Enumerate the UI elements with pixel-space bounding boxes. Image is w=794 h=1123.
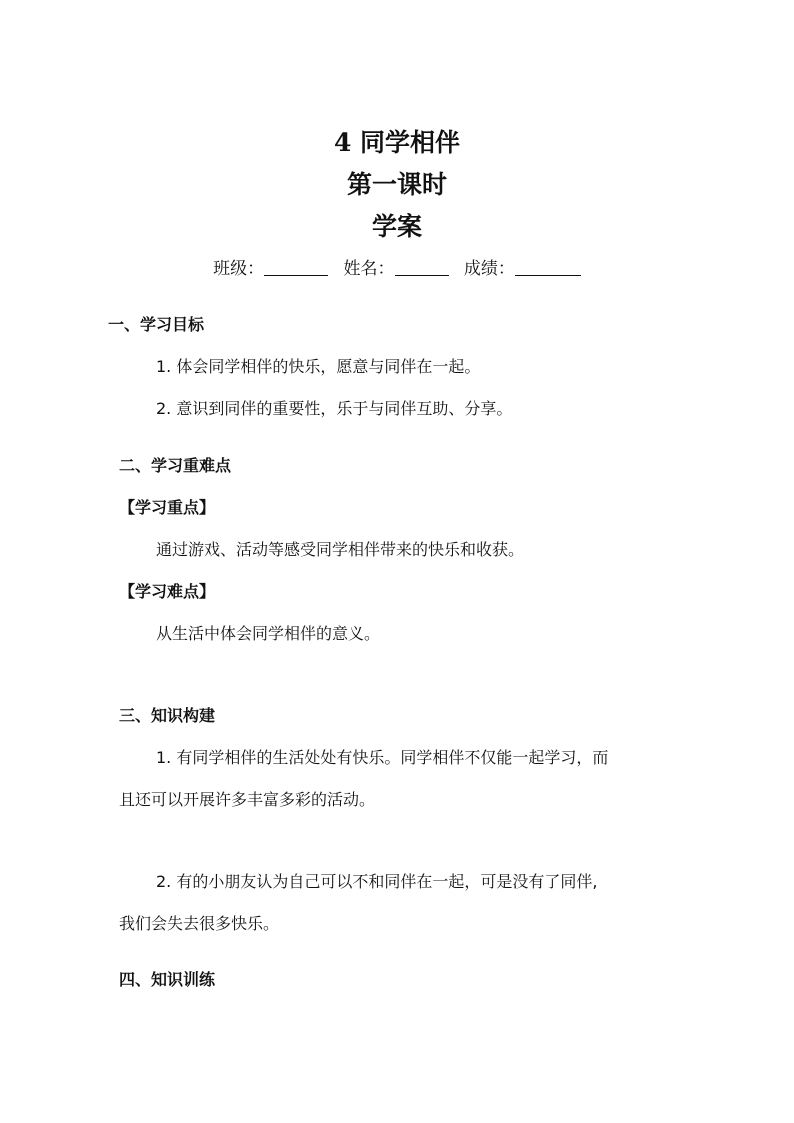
key-point-text: 通过游戏、活动等感受同学相伴带来的快乐和收获。 <box>156 540 525 559</box>
difficult-point-text: 从生活中体会同学相伴的意义。 <box>156 624 381 643</box>
knowledge-paragraph-2-line-1: 2. 有的小朋友认为自己可以不和同伴在一起，可是没有了同伴, <box>156 872 598 891</box>
learning-goal-item: 2. 意识到同伴的重要性，乐于与同伴互助、分享。 <box>156 399 513 418</box>
knowledge-paragraph-2-line-2: 我们会失去很多快乐。 <box>119 914 280 933</box>
lesson-period-title: 第一课时 <box>346 170 447 199</box>
knowledge-paragraph-1-line-2: 且还可以开展许多丰富多彩的活动。 <box>119 790 376 809</box>
student-info-line <box>0 257 794 281</box>
name-label: 姓名： <box>343 259 395 279</box>
class-blank <box>264 257 328 276</box>
study-plan-title: 学案 <box>371 212 422 241</box>
key-point-label: 【学习重点】 <box>119 498 216 517</box>
name-blank <box>395 257 449 276</box>
section-heading-knowledge-training: 四、知识训练 <box>119 970 216 989</box>
class-label: 班级： <box>213 259 265 279</box>
section-heading-key-difficult-points: 二、学习重难点 <box>119 456 232 475</box>
document-title: 4 同学相伴 <box>333 128 461 157</box>
section-heading-learning-goals: 一、学习目标 <box>108 315 205 334</box>
score-blank <box>515 257 581 276</box>
learning-goal-item: 1. 体会同学相伴的快乐，愿意与同伴在一起。 <box>156 357 481 376</box>
knowledge-paragraph-1-line-1: 1. 有同学相伴的生活处处有快乐。同学相伴不仅能一起学习，而 <box>156 748 609 767</box>
score-label: 成绩： <box>463 259 515 279</box>
section-heading-knowledge-building: 三、知识构建 <box>119 706 216 725</box>
difficult-point-label: 【学习难点】 <box>119 582 216 601</box>
